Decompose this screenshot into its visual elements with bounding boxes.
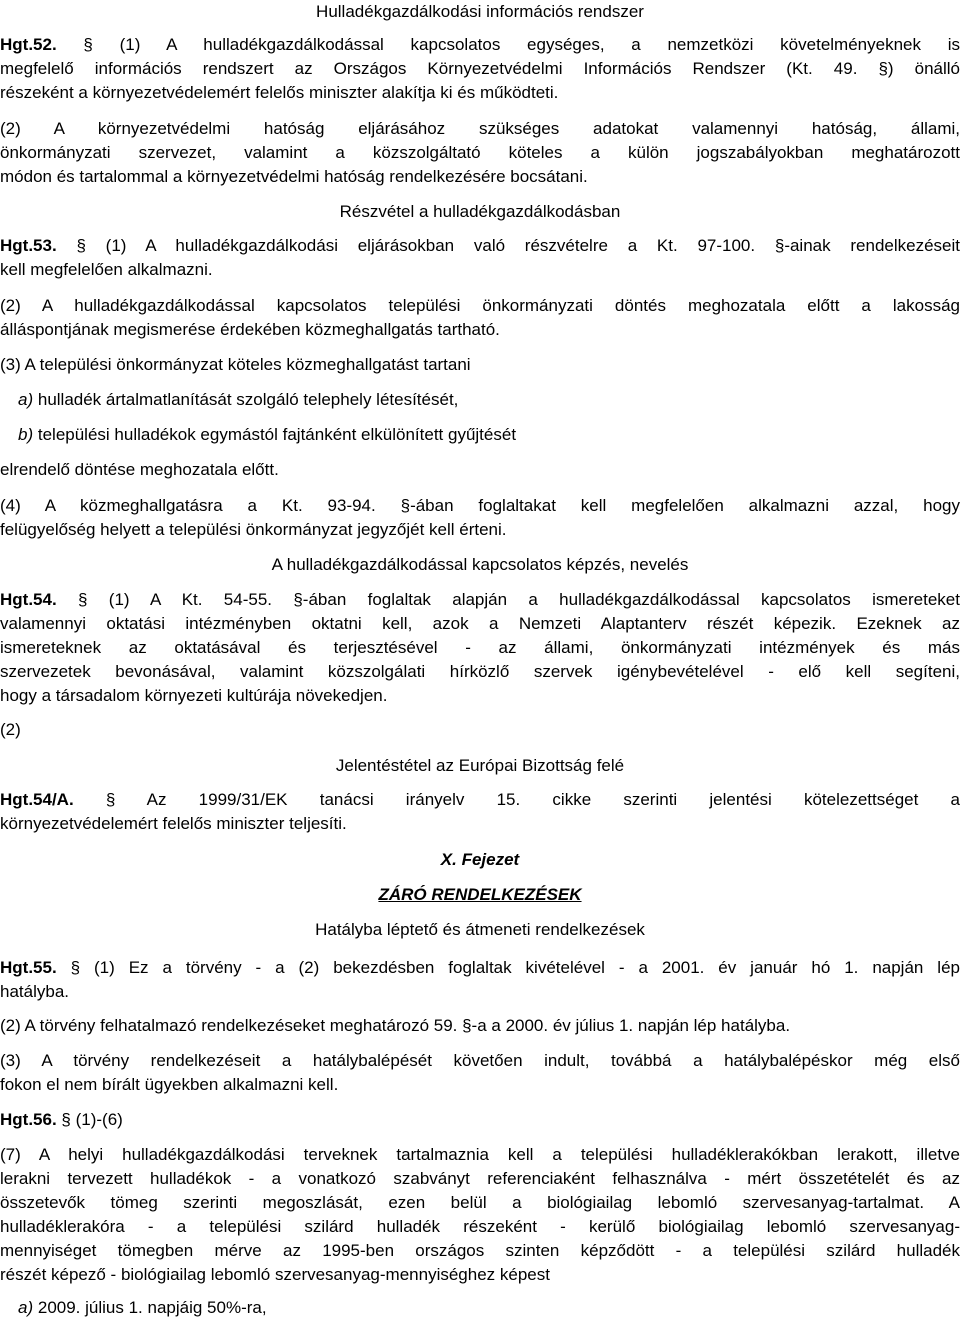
- list-item-a: a) hulladék ártalmatlanítását szolgáló telephely létesítését,: [18, 390, 459, 409]
- paragraph-hgt54a: Hgt.54/A. § Az 1999/31/EK tanácsi irányelv 15. cikke szerinti jelentési kötelezettséget a környezetvédelemért felelős miniszter teljesíti.: [0, 790, 960, 833]
- section-number: Hgt.53.: [0, 236, 57, 255]
- section-number: Hgt.54/A.: [0, 790, 74, 809]
- paragraph-hgt53-4: (4) A közmeghallgatásra a Kt. 93-94. §-ában foglaltakat kell megfelelően alkalmazni azzal, hogy felügyelőség helyett a települési önkormányzat jegyzőjét kell érteni.: [0, 496, 960, 539]
- list-item-a-2009: a) 2009. július 1. napjáig 50%-ra,: [18, 1298, 267, 1317]
- section-number: Hgt.54.: [0, 590, 57, 609]
- paragraph-hgt55-2: (2) A törvény felhatalmazó rendelkezéseket meghatározó 59. §-a a 2000. év július 1. napján lép hatályba.: [0, 1016, 791, 1035]
- paragraph-hgt55-3: (3) A törvény rendelkezéseit a hatálybalépését követően indult, továbbá a hatálybalépéskor még első fokon el nem bírált ügyekben alkalmazni kell.: [0, 1051, 960, 1094]
- paragraph-hgt53-3: (3) A települési önkormányzat köteles közmeghallgatást tartani: [0, 355, 471, 374]
- paragraph-hgt56-7: (7) A helyi hulladékgazdálkodási terveknek tartalmaznia kell a települési hulladéklerakókban lerakott, illetve lerakni tervezett hulladékok - a vonatkozó szabványt referenciaként felhasználva - mért összetételét és az összetevők tömeg szerinti megoszlását, ezen belül a biológiailag lebomló szervesanyag-tartalmat. A hulladéklerakóra - a települési szilárd hulladék részeként - kerülő biológiailag lebomló szervesanyag- mennyiséget tömegben mérve az 1995-ben országos szinten képződött - a települési szilárd hulladék részét képező - biológiailag lebomló szervesanyag-mennyiséghez képest: [0, 1145, 960, 1284]
- paragraph-hgt56-1: Hgt.56. § (1)-(6): [0, 1110, 123, 1129]
- section-heading-reporting: Jelentéstétel az Európai Bizottság felé: [335, 756, 625, 775]
- paragraph-hgt53-1: Hgt.53. § (1) A hulladékgazdálkodási eljárásokban való részvételre a Kt. 97-100. §-ainak rendelkezéseit kell megfelelően alkalmazni.: [0, 236, 960, 279]
- section-heading-participation: Részvétel a hulladékgazdálkodásban: [339, 202, 621, 221]
- section-heading-entry-into-force: Hatályba léptető és átmeneti rendelkezések: [315, 920, 645, 939]
- paragraph-hgt53-2: (2) A hulladékgazdálkodással kapcsolatos települési önkormányzati döntés meghozatala előtt a lakosság álláspontjának megismerése érdekében közmeghallgatás tartható.: [0, 296, 960, 339]
- paragraph-hgt54-2: (2): [0, 720, 21, 739]
- paragraph-hgt53-closing: elrendelő döntése meghozatala előtt.: [0, 460, 279, 479]
- section-number: Hgt.56.: [0, 1110, 57, 1129]
- section-number: Hgt.55.: [0, 958, 57, 977]
- paragraph-hgt52-2: (2) A környezetvédelmi hatóság eljárásához szükséges adatokat valamennyi hatóság, állami, önkormányzati szervezet, valamint a közszolgáltató köteles a külön jogszabályokban meghatározott módon és tartalommal a környezetvédelmi hatóság rendelkezésére bocsátani.: [0, 119, 960, 186]
- chapter-title: ZÁRÓ RENDELKEZÉSEK: [378, 885, 582, 904]
- chapter-heading: X. Fejezet: [440, 850, 520, 869]
- paragraph-hgt52-1: Hgt.52. § (1) A hulladékgazdálkodással kapcsolatos egységes, a nemzetközi követelményeknek is megfelelő információs rendszert az Országos Környezetvédelmi Információs Rendszer (Kt. 49. §) önálló részeként a környezetvédelemért felelős miniszter alakítja ki és működteti.: [0, 35, 960, 102]
- list-item-b: b) települési hulladékok egymástól fajtánként elkülönített gyűjtését: [18, 425, 517, 444]
- section-number: Hgt.52.: [0, 35, 57, 54]
- paragraph-hgt54-1: Hgt.54. § (1) A Kt. 54-55. §-ában foglaltak alapján a hulladékgazdálkodással kapcsolatos ismereteket valamennyi oktatási intézményben oktatni kell, azok a Nemzeti Alaptanterv részét képezik. Ezeknek az ismereteknek az oktatásával és terjesztésével - az állami, önkormányzati intézmények és más szervezetek bevonásával, valamint közszolgálati hírközlő szervek igénybevételével - elő kell segíteni, hogy a társadalom környezeti kultúrája növekedjen.: [0, 590, 960, 705]
- paragraph-hgt55-1: Hgt.55. § (1) Ez a törvény - a (2) bekezdésben foglaltak kivételével - a 2001. év január hó 1. napján lép hatályba.: [0, 958, 960, 1001]
- section-heading-education: A hulladékgazdálkodással kapcsolatos képzés, nevelés: [271, 555, 689, 574]
- section-heading-information-system: Hulladékgazdálkodási információs rendszer: [316, 2, 644, 21]
